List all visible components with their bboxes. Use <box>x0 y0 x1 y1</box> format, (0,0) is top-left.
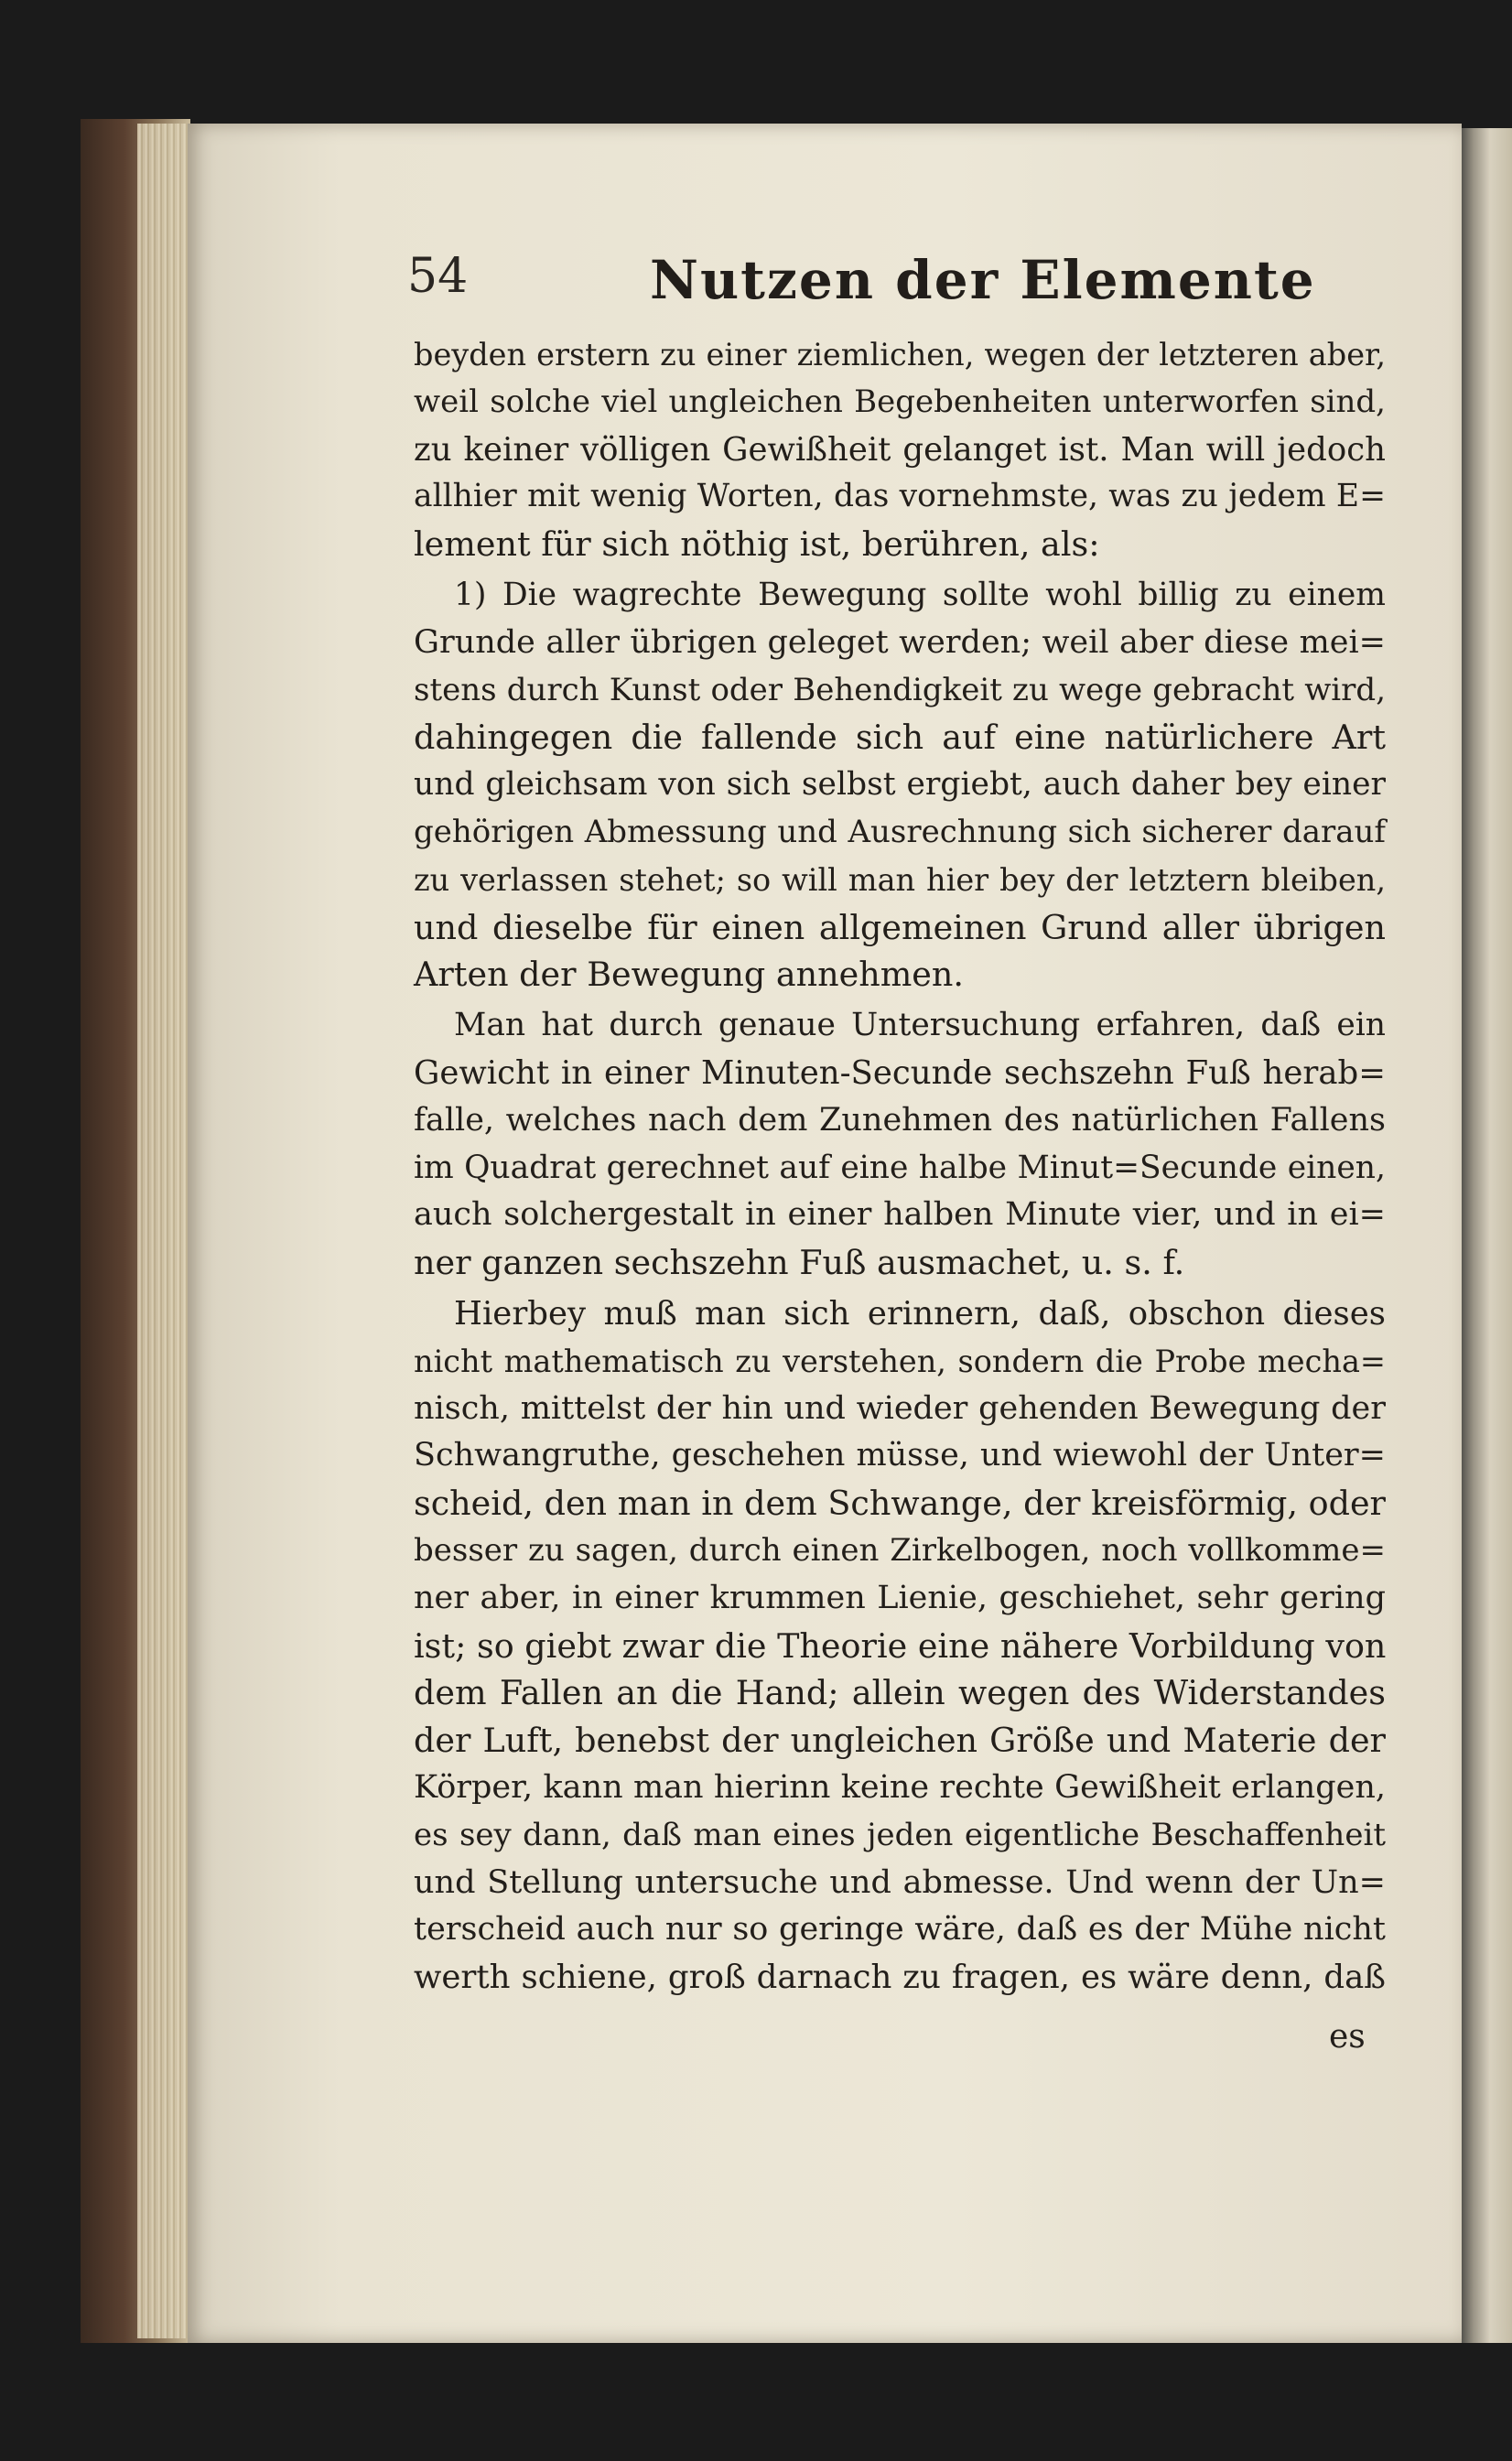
text-line: der Luft, benebst der ungleichen Größe und Materie der <box>414 1721 1386 1761</box>
text-line: Grunde aller übrigen geleget werden; weil aber diese mei= <box>414 623 1386 661</box>
text-line: Körper, kann man hierinn keine rechte Gewißheit erlangen, <box>414 1768 1386 1806</box>
facing-page-edge <box>1457 128 1512 2343</box>
text-line: es sey dann, daß man eines jeden eigentliche Beschaffenheit <box>414 1816 1386 1853</box>
text-line: dem Fallen an die Hand; allein wegen des Widerstandes <box>414 1673 1386 1713</box>
paragraph <box>414 1290 1386 2002</box>
text-line: Gewicht in einer Minuten-Secunde sechszehn Fuß herab= <box>414 1053 1386 1092</box>
text-line: stens durch Kunst oder Behendigkeit zu wege gebracht wird, <box>414 671 1386 708</box>
paragraph <box>414 572 1386 998</box>
text-line: gehörigen Abmessung und Ausrechnung sich sicherer darauf <box>414 813 1386 850</box>
paragraph <box>414 1002 1386 1287</box>
text-line: auch solchergestalt in einer halben Minute vier, und in ei= <box>414 1196 1386 1234</box>
text-line: zu verlassen stehet; so will man hier bey der letztern bleiben, <box>414 861 1386 898</box>
text-line: ner aber, in einer krummen Lienie, geschiehet, sehr gering <box>414 1579 1386 1616</box>
text-line: zu keiner völligen Gewißheit gelanget ist. Man will jedoch <box>414 430 1386 469</box>
text-line: nisch, mittelst der hin und wieder gehenden Bewegung der <box>414 1389 1386 1427</box>
text-line: besser zu sagen, durch einen Zirkelbogen, noch vollkomme= <box>414 1531 1386 1569</box>
text-line: ner ganzen sechszehn Fuß ausmachet, u. s. f. <box>414 1243 1185 1283</box>
running-title: Nutzen der Elemente <box>650 249 1316 311</box>
text-line: nicht mathematisch zu verstehen, sondern die Probe mecha= <box>414 1343 1386 1379</box>
text-line: im Quadrat gerechnet auf eine halbe Minut=Secunde einen, <box>414 1149 1386 1186</box>
catchword: es <box>1329 2018 1366 2056</box>
paragraph <box>414 331 1386 568</box>
text-line: weil solche viel ungleichen Begebenheiten unterworfen sind, <box>414 383 1386 420</box>
text-line: werth schiene, groß darnach zu fragen, es wäre denn, daß <box>414 1959 1386 1997</box>
text-line: lement für sich nöthig ist, berühren, als: <box>414 524 1100 565</box>
text-line: und dieselbe für einen allgemeinen Grund aller übrigen <box>414 907 1386 947</box>
text-line: Hierbey muß man sich erinnern, daß, obschon dieses <box>454 1294 1386 1333</box>
text-line: Arten der Bewegung annehmen. <box>414 955 965 995</box>
text-line: und Stellung untersuche und abmesse. Und wenn der Un= <box>414 1863 1386 1901</box>
text-line: falle, welches nach dem Zunehmen des natürlichen Fallens <box>414 1101 1386 1139</box>
text-line: und gleichsam von sich selbst ergiebt, auch daher bey einer <box>414 766 1386 804</box>
text-line: dahingegen die fallende sich auf eine natürlichere Art <box>414 718 1386 758</box>
text-line: Schwangruthe, geschehen müsse, und wiewohl der Unter= <box>414 1437 1386 1474</box>
text-line: beyden erstern zu einer ziemlichen, wegen der letzteren aber, <box>414 337 1386 372</box>
text-line: terscheid auch nur so geringe wäre, daß es der Mühe nicht <box>414 1911 1386 1948</box>
running-header <box>407 249 1377 322</box>
page-number: 54 <box>407 249 469 304</box>
text-line: scheid, den man in dem Schwange, der kreisförmig, oder <box>414 1484 1386 1524</box>
text-line: ist; so giebt zwar die Theorie eine nähere Vorbildung von <box>414 1625 1387 1666</box>
text-line: allhier mit wenig Worten, das vornehmste, was zu jedem E= <box>414 478 1386 515</box>
body-text <box>414 331 1386 2002</box>
text-line: 1) Die wagrechte Bewegung sollte wohl billig zu einem <box>454 576 1386 613</box>
text-line: Man hat durch genaue Untersuchung erfahren, daß ein <box>454 1007 1386 1044</box>
